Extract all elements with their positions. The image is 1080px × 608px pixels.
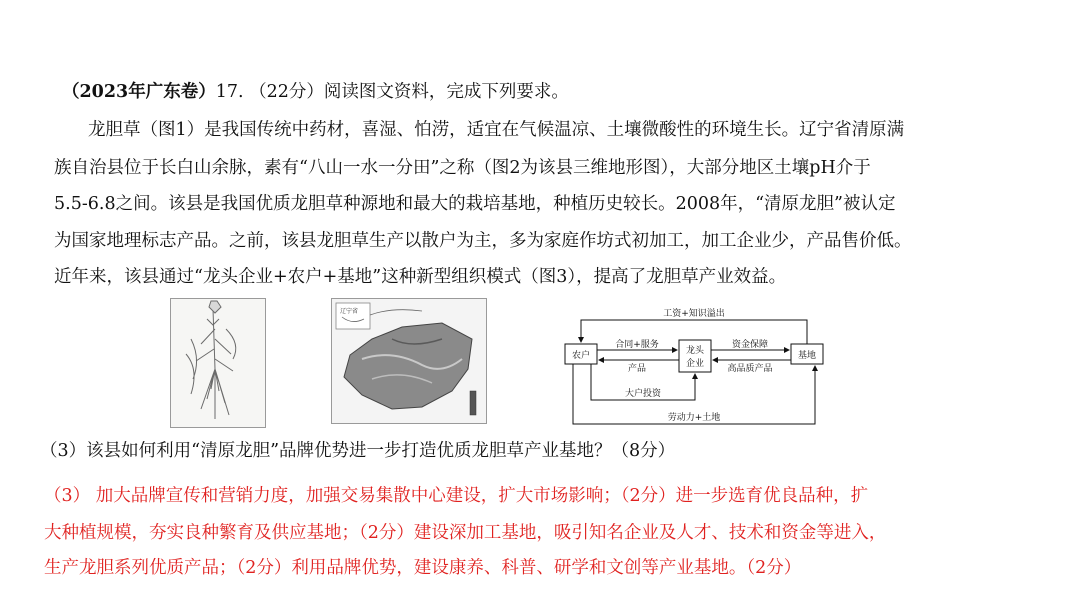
answer-line-3: 生产龙胆系列优质产品；（2分）利用品牌优势，建设康养、科普、研学和文创等产业基地。（2分）	[44, 558, 802, 578]
passage-line-4: 为国家地理标志产品。之前，该县龙胆草生产以散户为主，多为家庭作坊式初加工，加工企业少，产品售价低。	[54, 231, 912, 251]
question-3: （3）该县如何利用“清原龙胆”品牌优势进一步打造优质龙胆草产业基地？（8分）	[40, 441, 676, 461]
passage-line-5: 近年来，该县通过“龙头企业+农户+基地”这种新型组织模式（图3），提高了龙胆草产业效益。	[54, 267, 787, 287]
edge-product-label: 产品	[627, 364, 647, 374]
answer-line-2: 大种植规模，夯实良种繁育及供应基地；（2分）建设深加工基地，吸引知名企业及人才、技术和资金等进入，	[44, 523, 887, 543]
terrain-map-drawing	[332, 299, 486, 423]
figure-1-plant-illustration	[170, 298, 266, 428]
elevation-legend	[470, 391, 476, 415]
passage-line-1: 龙胆草（图1）是我国传统中药材，喜湿、怕涝，适宜在气候温凉、土壤微酸性的环境生长。辽宁省清原满	[88, 120, 905, 140]
edge-labor-label: 劳动力+土地	[667, 413, 721, 423]
answer-line-1: （3） 加大品牌宣传和营销力度，加强交易集散中心建设，扩大市场影响；（2分）进一步选育优良品种，扩	[44, 486, 869, 506]
node-enterprise-label-2: 企业	[685, 359, 705, 369]
gentian-plant-drawing	[171, 299, 265, 427]
org-model-svg	[563, 300, 830, 431]
node-base-label: 基地	[797, 351, 817, 361]
edge-capital-label: 资金保障	[731, 340, 769, 350]
node-enterprise-label-1: 龙头	[685, 346, 705, 356]
inset-map-box	[336, 303, 370, 329]
edge-contract-label: 合同+服务	[615, 340, 659, 350]
inset-map-label: 辽宁省	[340, 308, 359, 315]
passage-line-2: 族自治县位于长白山余脉，素有“八山一水一分田”之称（图2为该县三维地形图），大部分地区土壤pH介于	[54, 158, 871, 178]
figure-3-organization-diagram	[563, 300, 830, 431]
edge-investment-label: 大户投资	[624, 389, 662, 399]
node-farmer-label: 农户	[571, 351, 591, 361]
question-header	[62, 81, 569, 103]
question-source: （2023年广东卷）	[62, 82, 216, 102]
figure-2-terrain-map	[331, 298, 487, 424]
passage-line-3: 5.5-6.8之间。该县是我国优质龙胆草种源地和最大的栽培基地，种植历史较长。2008年，“清原龙胆”被认定	[54, 194, 896, 214]
question-title: 17. （22分）阅读图文资料，完成下列要求。	[215, 82, 569, 102]
edge-quality-label: 高品质产品	[727, 364, 773, 374]
edge-top-label: 工资+知识溢出	[663, 309, 725, 319]
